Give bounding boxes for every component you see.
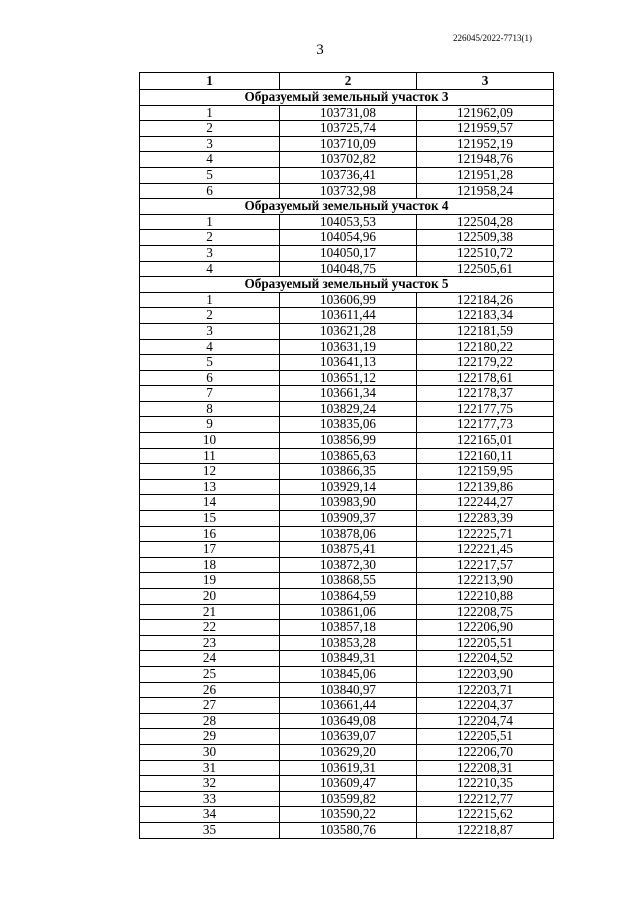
point-number-cell: 16 — [140, 526, 280, 542]
x-coordinate-cell: 103829,24 — [280, 401, 417, 417]
point-number-cell: 3 — [140, 136, 280, 152]
y-coordinate-cell: 122217,57 — [417, 557, 554, 573]
point-number-cell: 11 — [140, 448, 280, 464]
point-number-cell: 35 — [140, 822, 280, 838]
x-coordinate-cell: 103868,55 — [280, 573, 417, 589]
table-row — [140, 245, 554, 261]
point-number-cell: 22 — [140, 620, 280, 636]
y-coordinate-cell: 122177,73 — [417, 417, 554, 433]
y-coordinate-cell: 122509,38 — [417, 230, 554, 246]
x-coordinate-cell: 103619,31 — [280, 760, 417, 776]
point-number-cell: 6 — [140, 183, 280, 199]
x-coordinate-cell: 103736,41 — [280, 167, 417, 183]
point-number-cell: 7 — [140, 386, 280, 402]
table-row — [140, 713, 554, 729]
table-row — [140, 604, 554, 620]
x-coordinate-cell: 103866,35 — [280, 464, 417, 480]
x-coordinate-cell: 103661,44 — [280, 698, 417, 714]
table-row — [140, 620, 554, 636]
y-coordinate-cell: 122181,59 — [417, 323, 554, 339]
x-coordinate-cell: 103725,74 — [280, 121, 417, 137]
table-row — [140, 542, 554, 558]
point-number-cell: 17 — [140, 542, 280, 558]
x-coordinate-cell: 103878,06 — [280, 526, 417, 542]
table-header-row — [140, 73, 554, 90]
x-coordinate-cell: 103845,06 — [280, 666, 417, 682]
table-row — [140, 698, 554, 714]
coordinates-table — [139, 72, 554, 839]
point-number-cell: 10 — [140, 433, 280, 449]
table-body — [140, 90, 554, 839]
y-coordinate-cell: 122180,22 — [417, 339, 554, 355]
y-coordinate-cell: 122510,72 — [417, 245, 554, 261]
point-number-cell: 5 — [140, 167, 280, 183]
y-coordinate-cell: 122504,28 — [417, 214, 554, 230]
point-number-cell: 23 — [140, 635, 280, 651]
x-coordinate-cell: 103661,34 — [280, 386, 417, 402]
point-number-cell: 30 — [140, 744, 280, 760]
y-coordinate-cell: 121958,24 — [417, 183, 554, 199]
y-coordinate-cell: 122178,37 — [417, 386, 554, 402]
table-row — [140, 635, 554, 651]
section-title-row — [140, 90, 554, 106]
point-number-cell: 33 — [140, 791, 280, 807]
table-row — [140, 355, 554, 371]
point-number-cell: 21 — [140, 604, 280, 620]
table-row — [140, 339, 554, 355]
x-coordinate-cell: 103702,82 — [280, 152, 417, 168]
table-row — [140, 807, 554, 823]
table-row — [140, 464, 554, 480]
table-row — [140, 167, 554, 183]
table-row — [140, 433, 554, 449]
table-row — [140, 573, 554, 589]
x-coordinate-cell: 103835,06 — [280, 417, 417, 433]
x-coordinate-cell: 103872,30 — [280, 557, 417, 573]
section-title: Образуемый земельный участок 4 — [140, 199, 554, 215]
column-header: 1 — [140, 73, 280, 90]
table-row — [140, 152, 554, 168]
table-row — [140, 729, 554, 745]
point-number-cell: 2 — [140, 230, 280, 246]
section-title-row — [140, 277, 554, 293]
table-row — [140, 323, 554, 339]
y-coordinate-cell: 122505,61 — [417, 261, 554, 277]
y-coordinate-cell: 122213,90 — [417, 573, 554, 589]
y-coordinate-cell: 122283,39 — [417, 511, 554, 527]
y-coordinate-cell: 122203,71 — [417, 682, 554, 698]
x-coordinate-cell: 103840,97 — [280, 682, 417, 698]
table-row — [140, 448, 554, 464]
table-row — [140, 214, 554, 230]
y-coordinate-cell: 122208,75 — [417, 604, 554, 620]
x-coordinate-cell: 104053,53 — [280, 214, 417, 230]
point-number-cell: 18 — [140, 557, 280, 573]
y-coordinate-cell: 122204,52 — [417, 651, 554, 667]
x-coordinate-cell: 104050,17 — [280, 245, 417, 261]
y-coordinate-cell: 122205,51 — [417, 729, 554, 745]
table-row — [140, 401, 554, 417]
point-number-cell: 28 — [140, 713, 280, 729]
point-number-cell: 20 — [140, 589, 280, 605]
y-coordinate-cell: 122205,51 — [417, 635, 554, 651]
x-coordinate-cell: 103856,99 — [280, 433, 417, 449]
y-coordinate-cell: 122184,26 — [417, 292, 554, 308]
point-number-cell: 4 — [140, 261, 280, 277]
point-number-cell: 29 — [140, 729, 280, 745]
x-coordinate-cell: 103857,18 — [280, 620, 417, 636]
point-number-cell: 14 — [140, 495, 280, 511]
x-coordinate-cell: 103875,41 — [280, 542, 417, 558]
x-coordinate-cell: 103732,98 — [280, 183, 417, 199]
y-coordinate-cell: 122178,61 — [417, 370, 554, 386]
y-coordinate-cell: 122206,70 — [417, 744, 554, 760]
point-number-cell: 8 — [140, 401, 280, 417]
point-number-cell: 2 — [140, 308, 280, 324]
y-coordinate-cell: 122203,90 — [417, 666, 554, 682]
x-coordinate-cell: 103853,28 — [280, 635, 417, 651]
table-row — [140, 557, 554, 573]
table-row — [140, 479, 554, 495]
x-coordinate-cell: 103710,09 — [280, 136, 417, 152]
x-coordinate-cell: 103580,76 — [280, 822, 417, 838]
x-coordinate-cell: 103865,63 — [280, 448, 417, 464]
column-header: 3 — [417, 73, 554, 90]
table-row — [140, 822, 554, 838]
y-coordinate-cell: 121959,57 — [417, 121, 554, 137]
point-number-cell: 26 — [140, 682, 280, 698]
point-number-cell: 12 — [140, 464, 280, 480]
y-coordinate-cell: 122206,90 — [417, 620, 554, 636]
y-coordinate-cell: 122183,34 — [417, 308, 554, 324]
table-row — [140, 776, 554, 792]
point-number-cell: 15 — [140, 511, 280, 527]
table-row — [140, 308, 554, 324]
table-row — [140, 136, 554, 152]
section-title: Образуемый земельный участок 3 — [140, 90, 554, 106]
table-row — [140, 292, 554, 308]
column-header: 2 — [280, 73, 417, 90]
x-coordinate-cell: 103731,08 — [280, 105, 417, 121]
x-coordinate-cell: 103641,13 — [280, 355, 417, 371]
y-coordinate-cell: 122139,86 — [417, 479, 554, 495]
y-coordinate-cell: 121962,09 — [417, 105, 554, 121]
point-number-cell: 9 — [140, 417, 280, 433]
section-title: Образуемый земельный участок 5 — [140, 277, 554, 293]
point-number-cell: 4 — [140, 339, 280, 355]
point-number-cell: 27 — [140, 698, 280, 714]
table-row — [140, 589, 554, 605]
y-coordinate-cell: 122218,87 — [417, 822, 554, 838]
y-coordinate-cell: 121951,28 — [417, 167, 554, 183]
table-row — [140, 511, 554, 527]
point-number-cell: 25 — [140, 666, 280, 682]
x-coordinate-cell: 103849,31 — [280, 651, 417, 667]
point-number-cell: 3 — [140, 323, 280, 339]
table-row — [140, 791, 554, 807]
table-row — [140, 666, 554, 682]
point-number-cell: 6 — [140, 370, 280, 386]
table-row — [140, 105, 554, 121]
point-number-cell: 24 — [140, 651, 280, 667]
table-row — [140, 682, 554, 698]
point-number-cell: 34 — [140, 807, 280, 823]
y-coordinate-cell: 122212,77 — [417, 791, 554, 807]
y-coordinate-cell: 122210,35 — [417, 776, 554, 792]
point-number-cell: 1 — [140, 292, 280, 308]
x-coordinate-cell: 103983,90 — [280, 495, 417, 511]
x-coordinate-cell: 103590,22 — [280, 807, 417, 823]
table-row — [140, 760, 554, 776]
point-number-cell: 3 — [140, 245, 280, 261]
section-title-row — [140, 199, 554, 215]
point-number-cell: 19 — [140, 573, 280, 589]
table-row — [140, 261, 554, 277]
x-coordinate-cell: 104054,96 — [280, 230, 417, 246]
document-id: 226045/2022-7713(1) — [453, 33, 532, 43]
table-row — [140, 121, 554, 137]
x-coordinate-cell: 104048,75 — [280, 261, 417, 277]
x-coordinate-cell: 103631,19 — [280, 339, 417, 355]
y-coordinate-cell: 122244,27 — [417, 495, 554, 511]
x-coordinate-cell: 103909,37 — [280, 511, 417, 527]
y-coordinate-cell: 122179,22 — [417, 355, 554, 371]
point-number-cell: 13 — [140, 479, 280, 495]
x-coordinate-cell: 103861,06 — [280, 604, 417, 620]
y-coordinate-cell: 122215,62 — [417, 807, 554, 823]
y-coordinate-cell: 122221,45 — [417, 542, 554, 558]
y-coordinate-cell: 122204,74 — [417, 713, 554, 729]
y-coordinate-cell: 122177,75 — [417, 401, 554, 417]
x-coordinate-cell: 103864,59 — [280, 589, 417, 605]
table-row — [140, 386, 554, 402]
y-coordinate-cell: 122210,88 — [417, 589, 554, 605]
y-coordinate-cell: 122165,01 — [417, 433, 554, 449]
table-row — [140, 651, 554, 667]
y-coordinate-cell: 122208,31 — [417, 760, 554, 776]
point-number-cell: 1 — [140, 214, 280, 230]
table-row — [140, 744, 554, 760]
page-number: 3 — [316, 42, 324, 58]
x-coordinate-cell: 103599,82 — [280, 791, 417, 807]
y-coordinate-cell: 121948,76 — [417, 152, 554, 168]
point-number-cell: 2 — [140, 121, 280, 137]
point-number-cell: 1 — [140, 105, 280, 121]
x-coordinate-cell: 103609,47 — [280, 776, 417, 792]
table-row — [140, 230, 554, 246]
x-coordinate-cell: 103639,07 — [280, 729, 417, 745]
x-coordinate-cell: 103611,44 — [280, 308, 417, 324]
table-row — [140, 495, 554, 511]
y-coordinate-cell: 122225,71 — [417, 526, 554, 542]
table-row — [140, 526, 554, 542]
y-coordinate-cell: 122204,37 — [417, 698, 554, 714]
point-number-cell: 31 — [140, 760, 280, 776]
x-coordinate-cell: 103651,12 — [280, 370, 417, 386]
point-number-cell: 5 — [140, 355, 280, 371]
y-coordinate-cell: 122160,11 — [417, 448, 554, 464]
x-coordinate-cell: 103621,28 — [280, 323, 417, 339]
point-number-cell: 4 — [140, 152, 280, 168]
point-number-cell: 32 — [140, 776, 280, 792]
table-row — [140, 370, 554, 386]
x-coordinate-cell: 103606,99 — [280, 292, 417, 308]
x-coordinate-cell: 103629,20 — [280, 744, 417, 760]
table-row — [140, 417, 554, 433]
table-row — [140, 183, 554, 199]
y-coordinate-cell: 121952,19 — [417, 136, 554, 152]
y-coordinate-cell: 122159,95 — [417, 464, 554, 480]
x-coordinate-cell: 103649,08 — [280, 713, 417, 729]
x-coordinate-cell: 103929,14 — [280, 479, 417, 495]
